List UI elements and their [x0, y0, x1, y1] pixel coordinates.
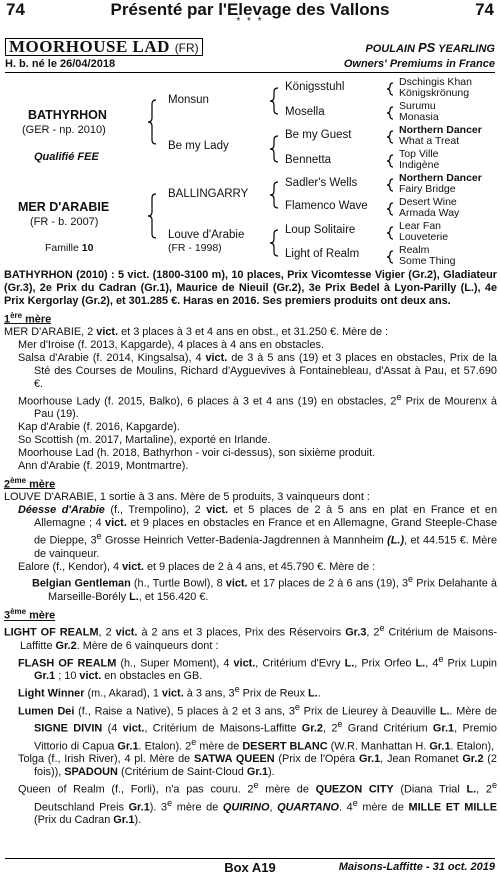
g4-item: Monasia	[399, 111, 439, 123]
produce-entry: So Scottish (m. 2017, Martaline), exporté en Irlande.	[18, 434, 271, 447]
g3-item: Sadler's Wells	[285, 177, 358, 189]
g2-dam-dam: Louve d'Arabie	[168, 229, 245, 241]
produce-entry: FLASH OF REALM (h., Super Moment), 4 vict., Critérium d'Evry L., Prix Orfeo L., 4e Prix Lupin Gr.1 ; 10 vict. en obstacles en GB.	[18, 653, 497, 683]
g4-item: Surumu	[399, 100, 436, 112]
horse-country: (FR)	[174, 41, 199, 55]
famille-label: Famille	[45, 242, 79, 254]
category-suffix: YEARLING	[438, 43, 495, 55]
famille-number: 10	[81, 242, 94, 254]
produce-entry: Tolga (f., Irish River), 4 pl. Mère de SATWA QUEEN (Prix de l'Opéra Gr.1, Jean Romanet Gr.2 (2 fois)), SPADOUN (Critérium de Saint-Cloud Gr.1).	[18, 753, 497, 779]
g4-item: Desert Wine	[399, 196, 457, 208]
g4-item: Lear Fan	[399, 220, 442, 232]
first-dam-section	[4, 326, 497, 473]
sire-qualification: Qualifié FEE	[34, 151, 99, 163]
heading-sup: ème	[10, 475, 27, 485]
produce-entry: Lumen Dei (f., Raise a Native), 5 places à 2 et 3 ans, 3e Prix de Lieurey à Deauville L.. Mère de SIGNE DIVIN (4 vict., Critérium de Maisons-Laffitte Gr.2, 2e Grand Critérium Gr.1, Premio Vittorio di Capua Gr.1. Etalon). 2e mère de DESERT BLANC (W.R. Manhattan H. Gr.1. Etalon),	[18, 701, 497, 753]
produce-entry: Salsa d'Arabie (f. 2014, Kingsalsa), 4 vict. de 3 à 5 ans (19) et 3 places en obstacles, Prix de la Sté des Courses de Moulins, Richard d'Ayguevives à Fontainebleau, d'Assat à Pau, et 57.690 €.	[18, 352, 497, 390]
sire-performance: BATHYRHON (2010) : 5 vict. (1800-3100 m), 10 places, Prix Vicomtesse Vigier (Gr.2), Gladiateur (Gr.3), 2e Prix du Cadran (Gr.1), Maurice de Nieuil (Gr.2), 3e Prix Bedel à Lyon-Parilly (L.), 4e Prix Kergorlay (Gr.2), et 301.285 €. Haras en 2016. Ses premiers produits ont deux ans.	[4, 269, 497, 307]
heading-num: 2	[4, 478, 11, 491]
title-ornament: * * *	[236, 16, 264, 27]
heading-word: mère	[25, 313, 52, 326]
g4-item: Some Thing	[399, 255, 456, 267]
page-title: Présenté par l'Elevage des Vallons	[110, 0, 390, 19]
g4-item: Indigène	[399, 159, 440, 171]
g4-item: Top Ville	[399, 148, 439, 160]
third-dam-heading	[4, 606, 497, 623]
produce-entry: Moorhouse Lad (h. 2018, Bathyrhon - voir ci-dessus), son sixième produit.	[18, 447, 376, 460]
heading-num: 1	[4, 313, 11, 326]
pedigree-table	[0, 74, 500, 266]
box-number: Box A19	[224, 860, 276, 875]
catalogue-text	[4, 269, 497, 827]
heading-word: mère	[29, 478, 56, 491]
g3-item: Königsstuhl	[285, 81, 345, 93]
g4-item: What a Treat	[399, 135, 460, 147]
category-ps: PS	[417, 40, 436, 55]
g4-item: Dschingis Khan	[399, 76, 472, 88]
produce-entry: Mer d'Iroise (f. 2013, Kapgarde), 4 places à 4 ans en obstacles.	[18, 339, 324, 352]
horse-category	[365, 40, 495, 55]
g4-item: Königskrönung	[399, 87, 470, 99]
sale-place-date: Maisons-Laffitte - 31 oct. 2019	[338, 861, 495, 873]
heading-num: 3	[4, 609, 11, 622]
horse-birth: H. b. né le 26/04/2018	[5, 58, 116, 70]
page-footer	[5, 858, 495, 875]
page-number-right: 74	[475, 0, 494, 19]
dam-entry: LOUVE D'ARABIE, 1 sortie à 3 ans. Mère de 5 produits, 3 vainqueurs dont :	[4, 491, 370, 504]
g4-item: Louveterie	[399, 231, 449, 243]
g3-item: Loup Solitaire	[285, 224, 356, 236]
page-header	[0, 0, 500, 26]
g2-sire-dam: Be my Lady	[168, 140, 229, 152]
heading-sup: ème	[10, 606, 27, 616]
produce-entry: Belgian Gentleman (h., Turtle Bowl), 8 vict. et 17 places de 2 à 6 ans (19), 3e Prix Delahante à Marseille-Borély L., et 156.420 €.	[32, 574, 497, 603]
produce-entry: Ann d'Arabie (f. 2019, Montmartre).	[18, 459, 189, 472]
produce-entry: Moorhouse Lady (f. 2015, Balko), 6 places à 3 et 4 ans (19) en obstacles, 2e Prix de Mourenx à Pau (19).	[18, 391, 497, 421]
dam-entry: MER D'ARABIE, 2 vict. et 3 places à 3 et 4 ans en obst., et 31.250 €. Mère de :	[4, 326, 389, 339]
g3-item: Flamenco Wave	[285, 200, 368, 212]
dam-famille	[45, 242, 93, 254]
heading-sup: ère	[10, 310, 23, 320]
dam-name: MER D'ARABIE	[18, 200, 110, 214]
produce-entry: Ealore (f., Kendor), 4 vict. et 9 places de 2 à 4 ans, et 45.790 €. Mère de :	[18, 560, 376, 573]
first-dam-heading	[4, 310, 497, 327]
second-dam-section	[4, 491, 497, 604]
g2-dam-dam-info: (FR - 1998)	[168, 242, 222, 254]
g2-dam-sire: BALLINGARRY	[168, 188, 249, 200]
g4-item: Realm	[399, 244, 430, 256]
g3-item: Mosella	[285, 106, 325, 118]
g4-item: Northern Dancer	[399, 172, 482, 184]
dam-entry: LIGHT OF REALM, 2 vict. à 2 ans et 3 places, Prix des Réservoirs Gr.3, 2e Critérium de Maisons-Laffitte Gr.2. Mère de 6 vainqueurs dont :	[4, 623, 498, 652]
horse-sub-bar	[5, 58, 495, 73]
horse-name: MOORHOUSE LAD	[9, 37, 170, 56]
category-prefix: POULAIN	[365, 43, 415, 55]
sire-name: BATHYRHON	[28, 108, 107, 122]
dam-info: (FR - b. 2007)	[30, 216, 99, 228]
horse-name-box	[5, 38, 203, 56]
heading-word: mère	[29, 609, 56, 622]
g3-item: Bennetta	[285, 154, 332, 166]
page-number-left: 74	[6, 0, 25, 19]
produce-entry: Déesse d'Arabie (f., Trempolino), 2 vict. et 5 places de 2 à 5 ans en plat en France et en Allemagne ; 4 vict. et 9 places en obstacles en France et en Allemagne, Grand Steeple-Chase de Dieppe, 3e Grosse Heinrich Vetter-Badenia-Jagdrennen à Mannheim (L.), et 44.515 €. Mère de vainqueur.	[18, 504, 497, 560]
g4-item: Fairy Bridge	[399, 183, 456, 195]
owners-premiums: Owners' Premiums in France	[343, 58, 495, 70]
g3-item: Light of Realm	[285, 248, 360, 260]
horse-name-bar	[5, 38, 495, 56]
produce-entry: Kap d'Arabie (f. 2016, Kapgarde).	[18, 421, 180, 434]
third-dam-section	[4, 622, 497, 827]
sire-info: (GER - np. 2010)	[22, 124, 106, 136]
g2-sire-sire: Monsun	[168, 94, 209, 106]
g3-item: Be my Guest	[285, 129, 352, 141]
produce-entry: Queen of Realm (f., Forli), n'a pas couru. 2e mère de QUEZON CITY (Diana Trial L., 2e Deutschland Preis Gr.1). 3e mère de QUIRINO, QUARTANO. 4e mère de MILLE ET MILLE (Prix du Cadran Gr.1).	[18, 780, 498, 827]
g4-item: Northern Dancer	[399, 124, 482, 136]
g4-item: Armada Way	[399, 207, 460, 219]
produce-entry: Light Winner (m., Akarad), 1 vict. à 3 ans, 3e Prix de Reux L..	[18, 684, 321, 700]
second-dam-heading	[4, 475, 497, 492]
